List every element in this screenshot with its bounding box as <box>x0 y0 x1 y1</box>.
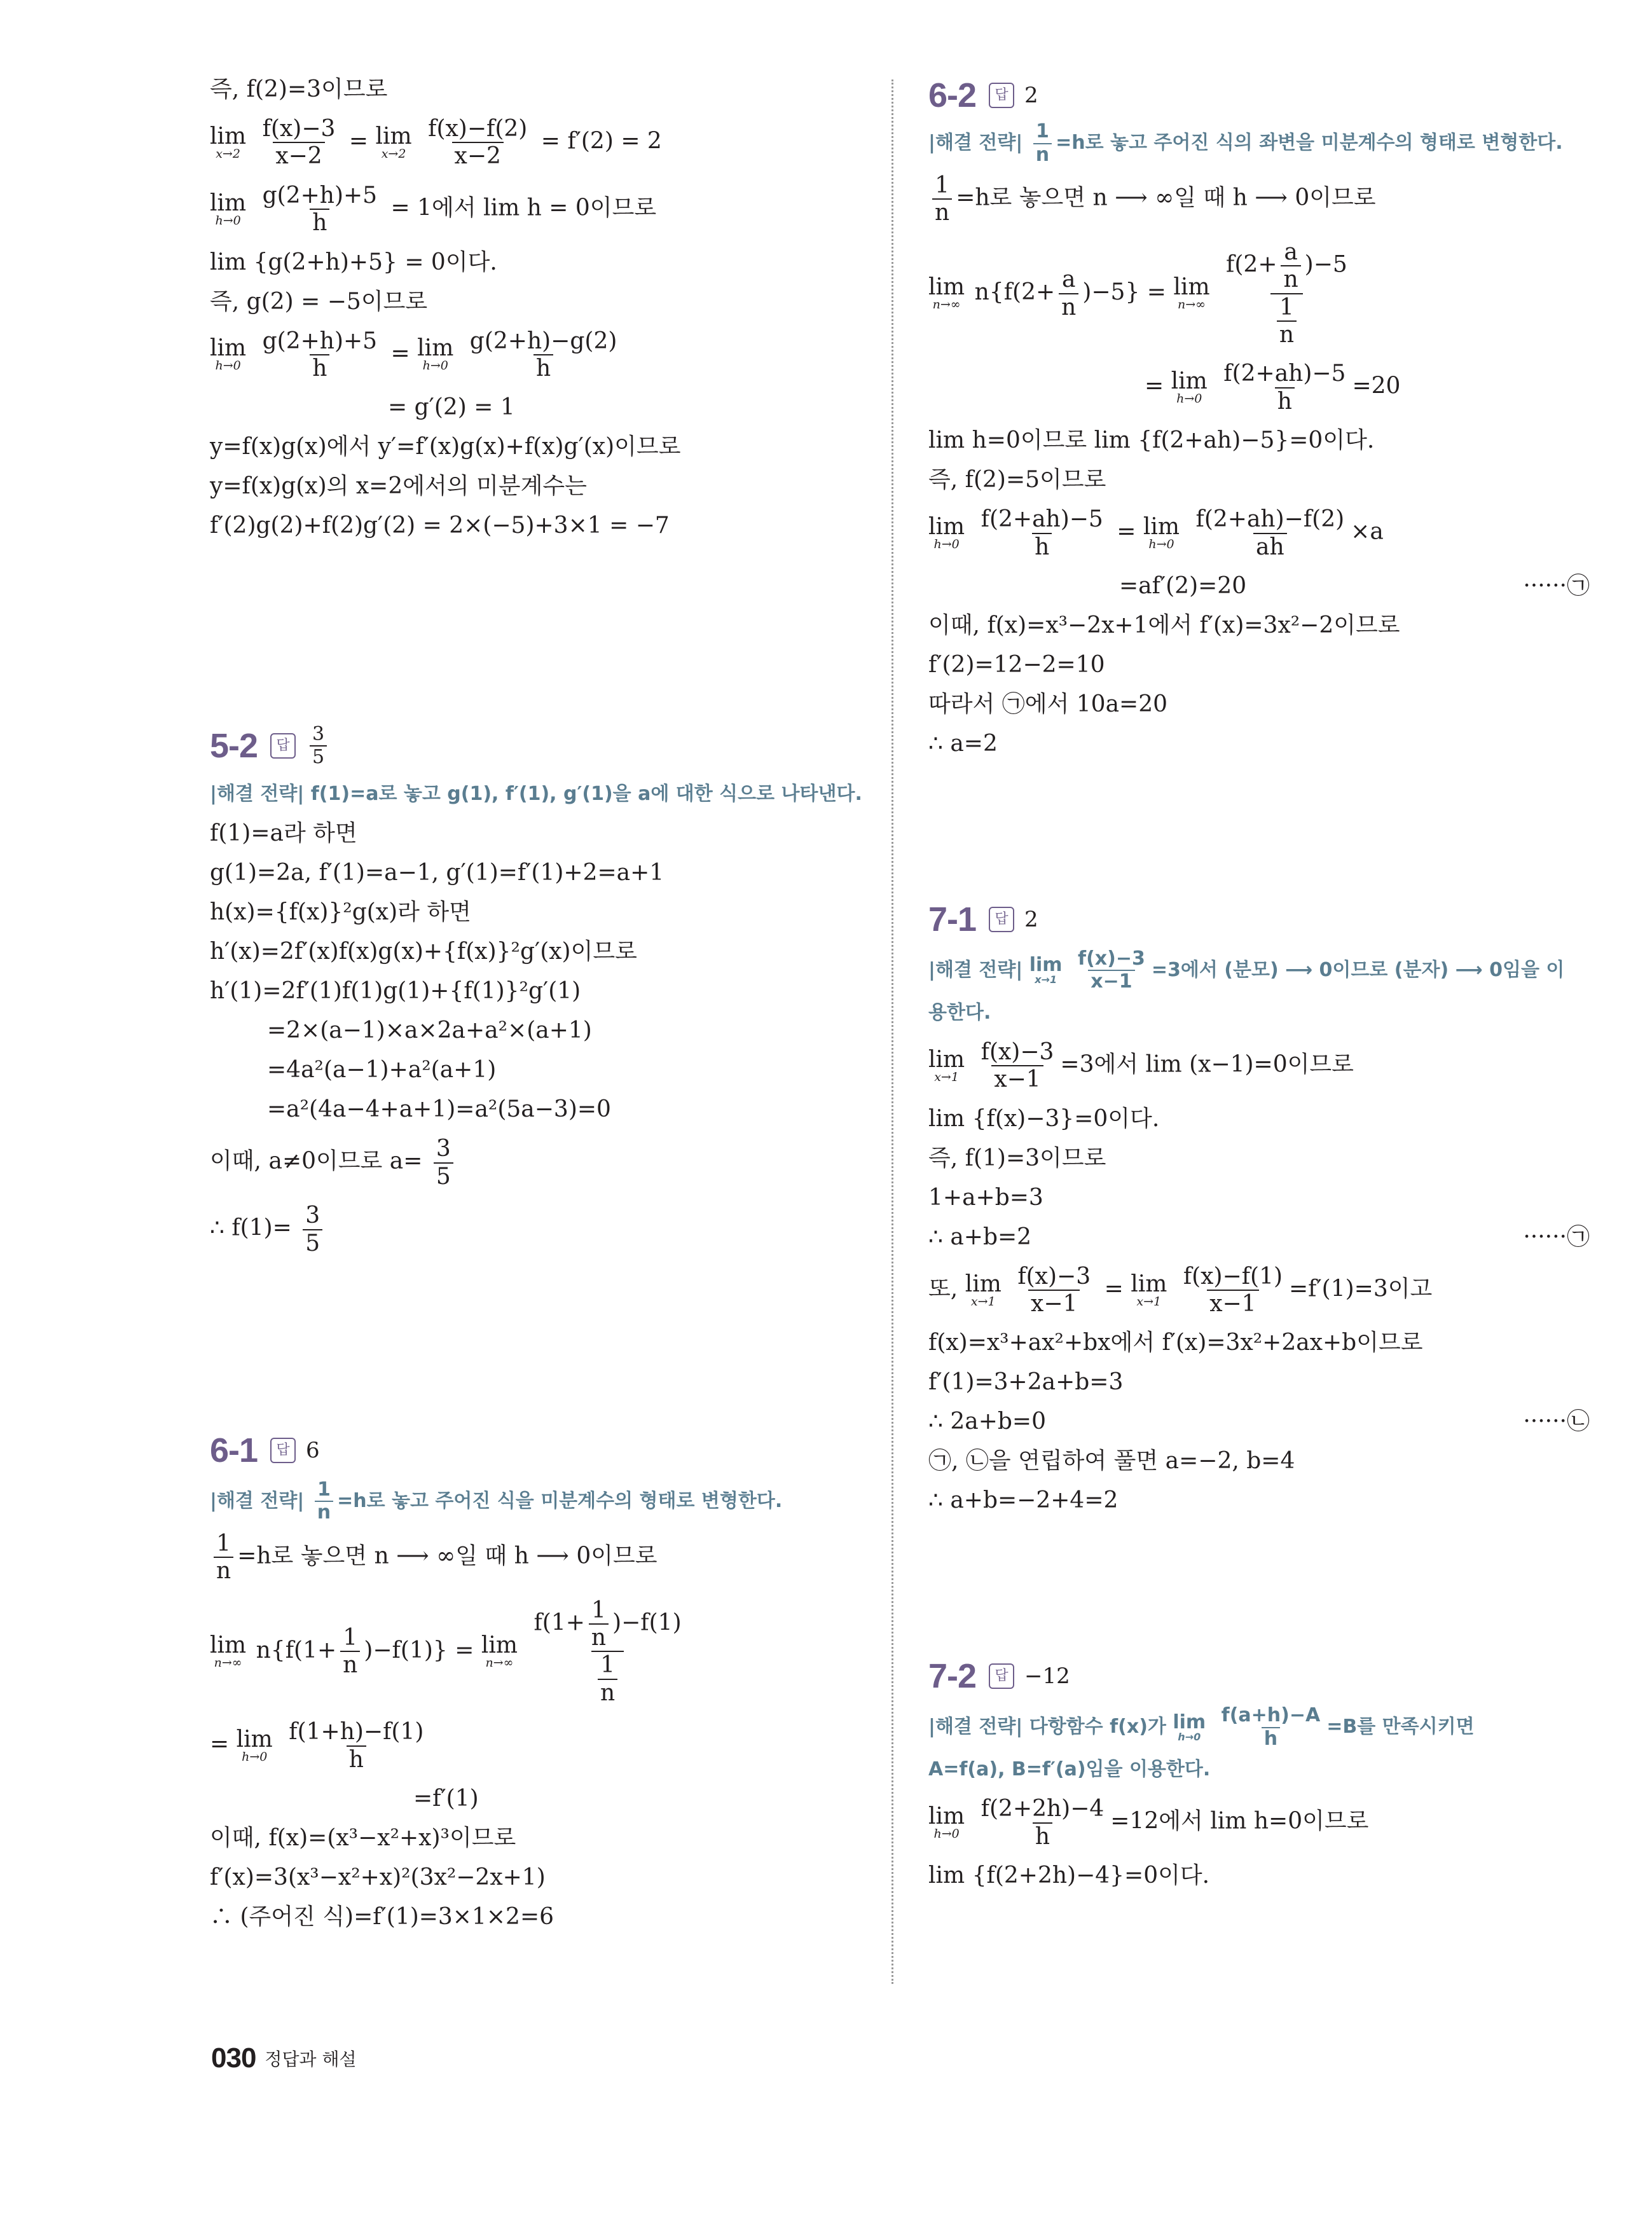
fraction: f(1+ $\frac{1}{n}$ )−f(1) $\frac{1}{n}$ <box>533 1597 682 1706</box>
problem-number: 5-2 <box>210 727 258 766</box>
text-line: lim {g(2+h)+5} = 0이다. <box>210 249 497 275</box>
marker-label: ······㉠ <box>1523 572 1590 599</box>
text-line: f(1)=a라 하면 <box>210 820 357 847</box>
fraction: $\frac{f(x)-3}{x-1}$ <box>1078 947 1145 993</box>
fraction: $\frac{1}{n}$ <box>315 1479 333 1524</box>
math-line: = lim h→0 $\frac{f(1+h)-f(1)}{h}$ <box>210 1712 865 1779</box>
lim: lim h→0 <box>210 335 247 373</box>
strategy-text: A=f(a), B=f′(a)임을 이용한다. <box>928 1758 1211 1781</box>
text-line: 1+a+b=3 <box>928 1184 1043 1211</box>
answer-value: 2 <box>1024 906 1038 932</box>
text-line: lim {f(2+2h)−4}=0이다. <box>928 1862 1210 1889</box>
fraction: $\frac{f(1+h)-f(1)}{h}$ <box>289 1719 424 1773</box>
math-line: lim x→2 $\frac{f(x)-3}{x-2}$ = lim x→2 $\frac{f(x)-f(2)}{x-2}$ = f′(2) = 2 <box>210 116 662 170</box>
text-line: 즉, f(2)=3이므로 <box>210 76 388 102</box>
math-line: lim h→0 $\frac{g(2+h)+5}{h}$ = 1에서 lim h = 0이므로 <box>210 182 657 237</box>
text-line: ∴ (주어진 식)=f′(1)=3×1×2=6 <box>210 1904 554 1931</box>
text-line: =f′(1) <box>413 1786 479 1812</box>
fraction: $\frac{f(x)-3}{x-1}$ <box>1017 1263 1091 1318</box>
fraction: $\frac{f(2+ah)-5}{h}$ <box>1223 361 1346 415</box>
text-line: f′(1)=3+2a+b=3 <box>928 1369 1124 1396</box>
fraction: $\frac{f(2+ah)-5}{h}$ <box>981 506 1103 560</box>
math-line: $\frac{1}{n}$ =h로 놓으면 n ⟶ ∞일 때 h ⟶ 0이므로 <box>928 166 1590 233</box>
lim: lim n→∞ <box>481 1632 518 1670</box>
text-line: h′(x)=2f′(x)f(x)g(x)+{f(x)}²g′(x)이므로 <box>210 939 637 965</box>
problem-number: 7-2 <box>928 1657 977 1696</box>
strategy-text: |해결 전략| $\frac{1}{n}$ =h로 놓고 주어진 식의 좌변을 미분계수의 형태로 변형한다. <box>928 120 1563 166</box>
answer-icon: 답 <box>989 83 1014 108</box>
fraction: $\frac{1}{n}$ <box>214 1531 233 1585</box>
fraction: $\frac{3}{5}$ <box>303 1202 322 1256</box>
lim: lim x→1 <box>928 1046 965 1084</box>
problem-number: 6-1 <box>210 1431 258 1469</box>
answer-icon: 답 <box>989 1663 1014 1689</box>
lim: lim x→1 <box>965 1270 1002 1309</box>
problem-header <box>928 70 1590 121</box>
text-line: 즉, f(2)=5이므로 <box>928 467 1106 493</box>
lim: lim h→0 <box>210 189 247 228</box>
strategy-text: |해결 전략| f(1)=a로 놓고 g(1), f′(1), g′(1)을 a에 대한 식으로 나타낸다. <box>210 783 862 806</box>
lim: lim x→1 <box>1131 1270 1167 1309</box>
lim: lim n→∞ <box>928 274 965 312</box>
math-line: lim n→∞ n{f(2+ $\frac{a}{n}$ )−5} = lim n→∞ f(2+ $\frac{a}{n}$ )−5 $\frac{1}{n}$ <box>928 233 1590 355</box>
text-line: 이때, f(x)=x³−2x+1에서 f′(x)=3x²−2이므로 <box>928 612 1400 638</box>
answer-icon: 답 <box>270 1438 296 1463</box>
math-line: 또, lim x→1 $\frac{f(x)-3}{x-1}$ = lim x→1 $\frac{f(x)-f(1)}{x-1}$ =f′(1)=3이고 <box>928 1263 1433 1318</box>
marker-label: ······㉡ <box>1523 1408 1590 1435</box>
lim: lim n→∞ <box>1173 274 1210 312</box>
answer-value: 6 <box>306 1437 320 1463</box>
text-line: 이때, f(x)=(x³−x²+x)³이므로 <box>210 1825 516 1852</box>
text-line: ∴ a=2 <box>928 730 998 757</box>
text-line: = g′(2) = 1 <box>388 394 515 421</box>
fraction: $\frac{f(2+ah)-f(2)}{ah}$ <box>1195 506 1345 560</box>
answer-value: 2 <box>1024 83 1038 108</box>
marker-label: ······㉠ <box>1523 1223 1590 1250</box>
fraction: $\frac{f(x)-3}{x-2}$ <box>262 116 336 170</box>
strategy-text: |해결 전략| $\frac{1}{n}$ =h로 놓고 주어진 식을 미분계수의 형태로 변형한다. <box>210 1478 783 1524</box>
text-line: lim {f(x)−3}=0이다. <box>928 1105 1160 1132</box>
text-line: f′(2)=12−2=10 <box>928 651 1105 678</box>
text-line: g(1)=2a, f′(1)=a−1, g′(1)=f′(1)+2=a+1 <box>210 860 664 886</box>
math-line: lim h→0 $\frac{f(2+ah)-5}{h}$ = lim h→0 $\frac{f(2+ah)-f(2)}{ah}$ ×a <box>928 506 1384 560</box>
math-line: $\frac{1}{n}$ =h로 놓으면 n ⟶ ∞일 때 h ⟶ 0이므로 <box>210 1524 865 1591</box>
text-line: f(x)=x³+ax²+bx에서 f′(x)=3x²+2ax+b이므로 <box>928 1330 1423 1356</box>
text-line: ∴ a+b=−2+4=2 <box>928 1487 1119 1514</box>
math-line: ∴ f(1)= $\frac{3}{5}$ <box>210 1196 865 1263</box>
lim: lim x→2 <box>210 123 247 161</box>
footer-title: 정답과 해설 <box>265 2049 357 2070</box>
fraction: $\frac{1}{n}$ <box>932 172 952 226</box>
fraction: $\frac{a}{n}$ <box>1059 266 1078 320</box>
math-line: lim x→1 $\frac{f(x)-3}{x-1}$ =3에서 lim (x−1)=0이므로 <box>928 1038 1354 1093</box>
math-line: lim n→∞ n{f(1+ $\frac{1}{n}$ )−f(1)} = lim n→∞ f(1+ $\frac{1}{n}$ )−f(1) $\frac{1}{n}$ <box>210 1591 865 1713</box>
fraction: $\frac{g(2+h)+5}{h}$ <box>262 327 378 382</box>
column-divider <box>891 79 893 1984</box>
problem-header <box>210 1422 865 1479</box>
lim: lim h→0 <box>1143 514 1180 552</box>
text-line: ㉠, ㉡을 연립하여 풀면 a=−2, b=4 <box>928 1448 1295 1475</box>
fraction: $\frac{f(2+2h)-4}{h}$ <box>981 1796 1105 1850</box>
fraction: f(2+ $\frac{a}{n}$ )−5 $\frac{1}{n}$ <box>1226 238 1347 348</box>
fraction: $\frac{f(x)-f(2)}{x-2}$ <box>428 116 528 170</box>
fraction: $\frac{f(x)-3}{x-1}$ <box>981 1038 1054 1093</box>
text-line: =2×(a−1)×a×2a+a²×(a+1) <box>267 1017 592 1044</box>
lim: lim x→2 <box>375 123 412 161</box>
lim: lim h→0 <box>928 1803 965 1841</box>
page-number: 030 <box>211 2042 256 2074</box>
text-line: =a²(4a−4+a+1)=a²(5a−3)=0 <box>267 1096 611 1123</box>
lim: lim h→0 <box>1173 1710 1206 1743</box>
right-column <box>928 70 1590 1896</box>
left-column <box>210 70 865 1937</box>
fraction: $\frac{1}{n}$ <box>340 1625 360 1679</box>
strategy-text: 용한다. <box>928 1001 991 1024</box>
math-line: lim h→0 $\frac{f(2+2h)-4}{h}$ =12에서 lim h=0이므로 <box>928 1796 1369 1850</box>
problem-number: 7-1 <box>928 900 977 939</box>
math-line: ∴ 2a+b=0 ······㉡ <box>928 1402 1590 1442</box>
answer-value: $\frac{3}{5}$ <box>310 724 327 769</box>
text-line: y=f(x)g(x)의 x=2에서의 미분계수는 <box>210 473 587 500</box>
answer-icon: 답 <box>270 733 296 759</box>
lim: lim h→0 <box>928 514 965 552</box>
lim: lim n→∞ <box>210 1632 247 1670</box>
math-line: ∴ a+b=2 ······㉠ <box>928 1218 1590 1257</box>
text-line: h(x)={f(x)}²g(x)라 하면 <box>210 899 471 926</box>
text-line: y=f(x)g(x)에서 y′=f′(x)g(x)+f(x)g′(x)이므로 <box>210 434 681 460</box>
math-line: 이때, a≠0이므로 a= $\frac{3}{5}$ <box>210 1129 865 1196</box>
fraction: $\frac{f(x)-f(1)}{x-1}$ <box>1183 1263 1283 1318</box>
fraction: $\frac{1}{n}$ <box>1033 121 1052 166</box>
strategy-text: |해결 전략| lim x→1 $\frac{f(x)-3}{x-1}$ =3에서 (분모) ⟶ 0이므로 (분자) ⟶ 0임을 이 <box>928 947 1565 993</box>
fraction: $\frac{3}{5}$ <box>434 1136 453 1190</box>
answer-icon: 답 <box>989 907 1014 932</box>
fraction: $\frac{f(a+h)-A}{h}$ <box>1221 1704 1321 1750</box>
problem-header <box>210 717 865 774</box>
text-line: lim h=0이므로 lim {f(2+ah)−5}=0이다. <box>928 427 1375 454</box>
problem-header <box>928 1648 1590 1705</box>
math-line: =af′(2)=20 ······㉠ <box>928 567 1590 606</box>
lim: lim h→0 <box>236 1726 273 1765</box>
text-line: f′(2)g(2)+f(2)g′(2) = 2×(−5)+3×1 = −7 <box>210 513 670 539</box>
problem-header <box>928 891 1590 948</box>
text-line: 따라서 ㉠에서 10a=20 <box>928 691 1168 717</box>
math-line: = lim h→0 $\frac{f(2+ah)-5}{h}$ =20 <box>1145 361 1401 415</box>
lim: lim h→0 <box>1171 368 1208 406</box>
answer-value: −12 <box>1024 1663 1070 1690</box>
page-footer <box>211 2042 357 2074</box>
text-line: 즉, g(2) = −5이므로 <box>210 288 428 315</box>
lim: lim h→0 <box>417 335 454 373</box>
fraction: $\frac{g(2+h)+5}{h}$ <box>262 182 378 237</box>
lim: lim x→1 <box>1029 954 1063 986</box>
text-line: h′(1)=2f′(1)f(1)g(1)+{f(1)}²g′(1) <box>210 978 581 1005</box>
text-line: =4a²(a−1)+a²(a+1) <box>267 1057 497 1084</box>
math-line: lim h→0 $\frac{g(2+h)+5}{h}$ = lim h→0 $\frac{g(2+h)-g(2)}{h}$ <box>210 322 865 389</box>
text-line: f′(x)=3(x³−x²+x)²(3x²−2x+1) <box>210 1864 546 1891</box>
problem-number: 6-2 <box>928 76 977 114</box>
strategy-text: |해결 전략| 다항함수 f(x)가 lim h→0 $\frac{f(a+h)-A}{h}$ =B를 만족시키면 <box>928 1704 1475 1750</box>
text-line: 즉, f(1)=3이므로 <box>928 1145 1106 1171</box>
fraction: $\frac{g(2+h)-g(2)}{h}$ <box>469 327 617 382</box>
